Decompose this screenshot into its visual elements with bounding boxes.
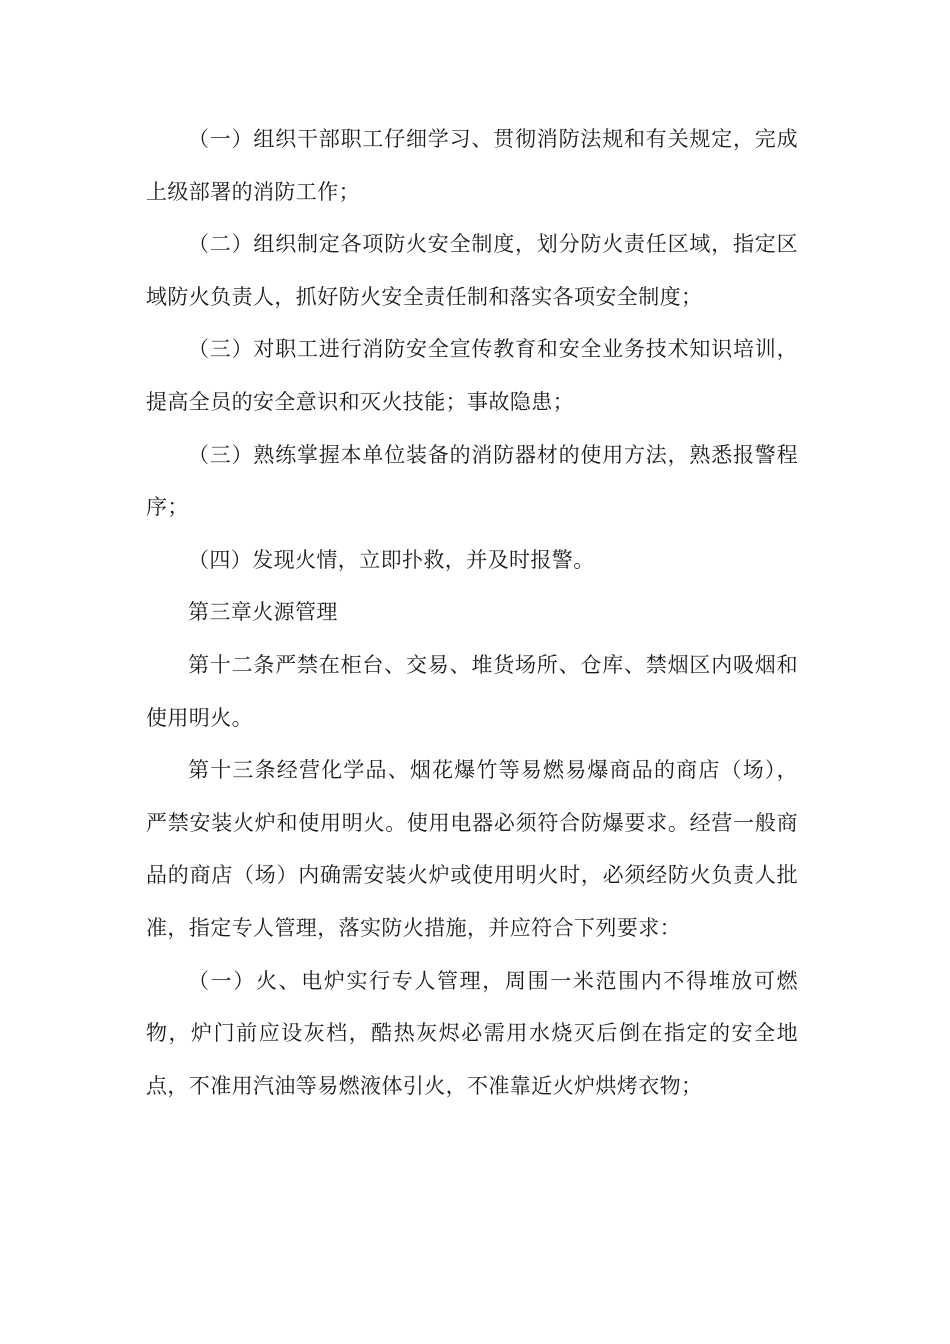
article-13-item-1: （一）火、电炉实行专人管理，周围一米范围内不得堆放可燃物，炉门前应设灰档，酷热灰烬必需用水烧灭后倒在指定的安全地点，不准用汽油等易燃液体引火，不准靠近火炉烘烤衣物；	[146, 968, 798, 1098]
paragraph-duty-1: （一）组织干部职工仔细学习、贯彻消防法规和有关规定，完成上级部署的消防工作；	[146, 127, 798, 204]
paragraph-duty-4: （四）发现火情，立即扑救，并及时报警。	[188, 547, 595, 572]
document-body	[146, 113, 798, 1112]
paragraph-duty-3b: （三）熟练掌握本单位装备的消防器材的使用方法，熟悉报警程序；	[146, 442, 798, 520]
paragraph-duty-3: （三）对职工进行消防安全宣传教育和安全业务技术知识培训，提高全员的安全意识和灭火技能；事故隐患；	[146, 337, 798, 414]
chapter-heading: 第三章火源管理	[188, 600, 338, 625]
paragraph-duty-2: （二）组织制定各项防火安全制度，划分防火责任区域，指定区域防火负责人，抓好防火安全责任制和落实各项安全制度；	[146, 232, 798, 309]
article-13: 第十三条经营化学品、烟花爆竹等易燃易爆商品的商店（场），严禁安装火炉和使用明火。使用电器必须符合防爆要求。经营一般商品的商店（场）内确需安装火炉或使用明火时，必须经防火负责人批准，指定专人管理，落实防火措施，并应符合下列要求：	[146, 758, 798, 940]
article-12: 第十二条严禁在柜台、交易、堆货场所、仓库、禁烟区内吸烟和使用明火。	[146, 652, 798, 730]
